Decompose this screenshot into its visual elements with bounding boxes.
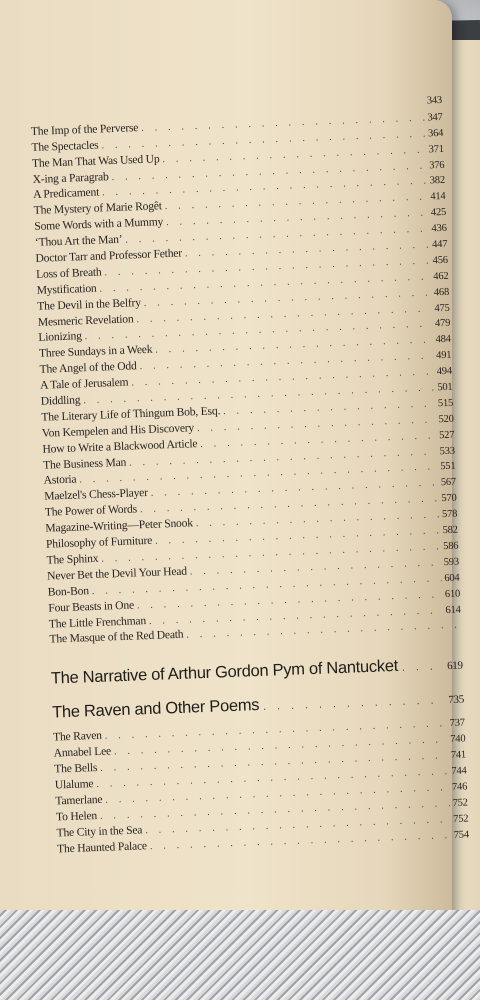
entry-page: 447 xyxy=(431,238,448,251)
entry-page: 582 xyxy=(442,524,458,537)
entry-page: 468 xyxy=(433,286,450,299)
entry-title: Maelzel's Chess-Player xyxy=(44,486,149,504)
entry-page: 752 xyxy=(452,813,469,825)
entry-page: 436 xyxy=(431,222,447,235)
entry-title: The Haunted Palace xyxy=(56,838,148,856)
entry-page: 515 xyxy=(437,397,454,410)
entry-page: 754 xyxy=(453,828,470,841)
entry-page: 614 xyxy=(445,604,461,616)
entry-page: 752 xyxy=(452,797,468,809)
entry-page: 744 xyxy=(451,765,467,777)
entry-page: 551 xyxy=(440,461,456,473)
entry-title: Loss of Breath xyxy=(35,265,102,281)
entry-page: 567 xyxy=(440,477,457,489)
dot-leader xyxy=(401,651,443,686)
section-page: 619 xyxy=(446,659,463,673)
entry-title: Three Sundays in a Week xyxy=(38,343,153,361)
entry-title: Magazine-Writing—Peter Snook xyxy=(45,516,194,535)
entry-title: A Predicament xyxy=(32,185,100,202)
entry-title: A Tale of Jerusalem xyxy=(39,375,129,392)
entry-page: 382 xyxy=(429,175,446,187)
entry-title: Some Words with a Mummy xyxy=(34,215,164,234)
entry-page: 520 xyxy=(438,413,454,426)
entry-title: The Bells xyxy=(54,761,98,776)
section-title: The Raven and Other Poems xyxy=(51,696,260,722)
entry-page: 586 xyxy=(442,540,459,553)
entry-page: 371 xyxy=(428,143,444,156)
entry-title: The Power of Words xyxy=(44,502,138,519)
entry-page: 593 xyxy=(443,556,460,568)
entry-title: The Raven xyxy=(52,729,103,744)
entry-page: 456 xyxy=(432,254,449,267)
entry-title: The Angel of the Odd xyxy=(39,359,137,377)
entry-page: 475 xyxy=(434,302,450,314)
entry-page: 737 xyxy=(449,717,466,730)
entry-title: Mystification xyxy=(36,281,97,297)
entry-page: 740 xyxy=(450,733,466,746)
entry-title: The Business Man xyxy=(42,455,127,472)
entry-title: The Masque of the Red Death xyxy=(49,628,184,647)
entry-title: Tamerlane xyxy=(55,792,103,808)
entry-title: To Helen xyxy=(55,808,98,824)
entry-page: 501 xyxy=(437,381,453,394)
entry-title: The Imp of the Perverse xyxy=(30,120,139,138)
entry-title: Mesmeric Revelation xyxy=(37,311,134,329)
entry-page: 479 xyxy=(434,318,451,330)
entry-title: ‘Thou Art the Man’ xyxy=(34,232,123,250)
entry-page: 425 xyxy=(430,207,447,219)
section-title: The Narrative of Arthur Gordon Pym of Nantucket xyxy=(50,657,399,688)
toc-top-page-number: 343 xyxy=(426,94,443,107)
entry-page: 364 xyxy=(427,127,444,140)
entry-page: 570 xyxy=(441,492,457,505)
entry-title: The City in the Sea xyxy=(56,823,143,840)
entry-page: 527 xyxy=(438,429,455,441)
entry-page: 491 xyxy=(436,349,452,362)
table-of-contents xyxy=(30,93,469,857)
entry-title: X-ing a Paragrab xyxy=(32,169,109,186)
entry-page: 604 xyxy=(444,572,460,584)
entry-title: Philosophy of Furniture xyxy=(45,533,153,551)
entry-title: Von Kempelen and His Discovery xyxy=(41,421,195,440)
entry-title: The Literary Life of Thingum Bob, Esq. xyxy=(41,404,221,424)
entry-title: The Sphinx xyxy=(46,551,99,567)
entry-title: The Spectacles xyxy=(31,138,99,154)
entry-page: 484 xyxy=(435,334,451,346)
entry-title: The Little Frenchman xyxy=(48,613,147,631)
entry-page: 414 xyxy=(430,191,446,203)
entry-title: Astoria xyxy=(43,473,77,488)
entry-title: The Man That Was Used Up xyxy=(31,151,160,170)
entry-page: 741 xyxy=(450,749,467,762)
entry-page: 578 xyxy=(441,508,458,521)
entry-title: Never Bet the Devil Your Head xyxy=(46,564,188,583)
entry-title: Diddling xyxy=(40,393,81,408)
entry-title: The Mystery of Marie Rogêt xyxy=(33,199,163,218)
entry-page: 533 xyxy=(439,445,456,457)
entry-page: 376 xyxy=(429,159,445,171)
entry-page: 347 xyxy=(427,111,443,124)
entry-page: 494 xyxy=(436,365,453,378)
entry-title: Doctor Tarr and Professor Fether xyxy=(35,246,183,265)
entry-title: Ulalume xyxy=(54,777,94,792)
entry-title: The Devil in the Belfry xyxy=(37,295,142,313)
entry-title: Four Beasts in One xyxy=(48,598,135,615)
section-page: 735 xyxy=(448,693,465,707)
entry-title: Bon-Bon xyxy=(47,583,90,599)
entry-title: How to Write a Blackwood Article xyxy=(42,436,198,456)
background-surface xyxy=(0,910,480,1000)
entry-page: 462 xyxy=(433,270,449,283)
entry-title: Annabel Lee xyxy=(53,744,112,760)
entry-page: 746 xyxy=(451,781,468,793)
entry-page: 610 xyxy=(444,588,461,600)
entry-title: Lionizing xyxy=(38,329,82,345)
